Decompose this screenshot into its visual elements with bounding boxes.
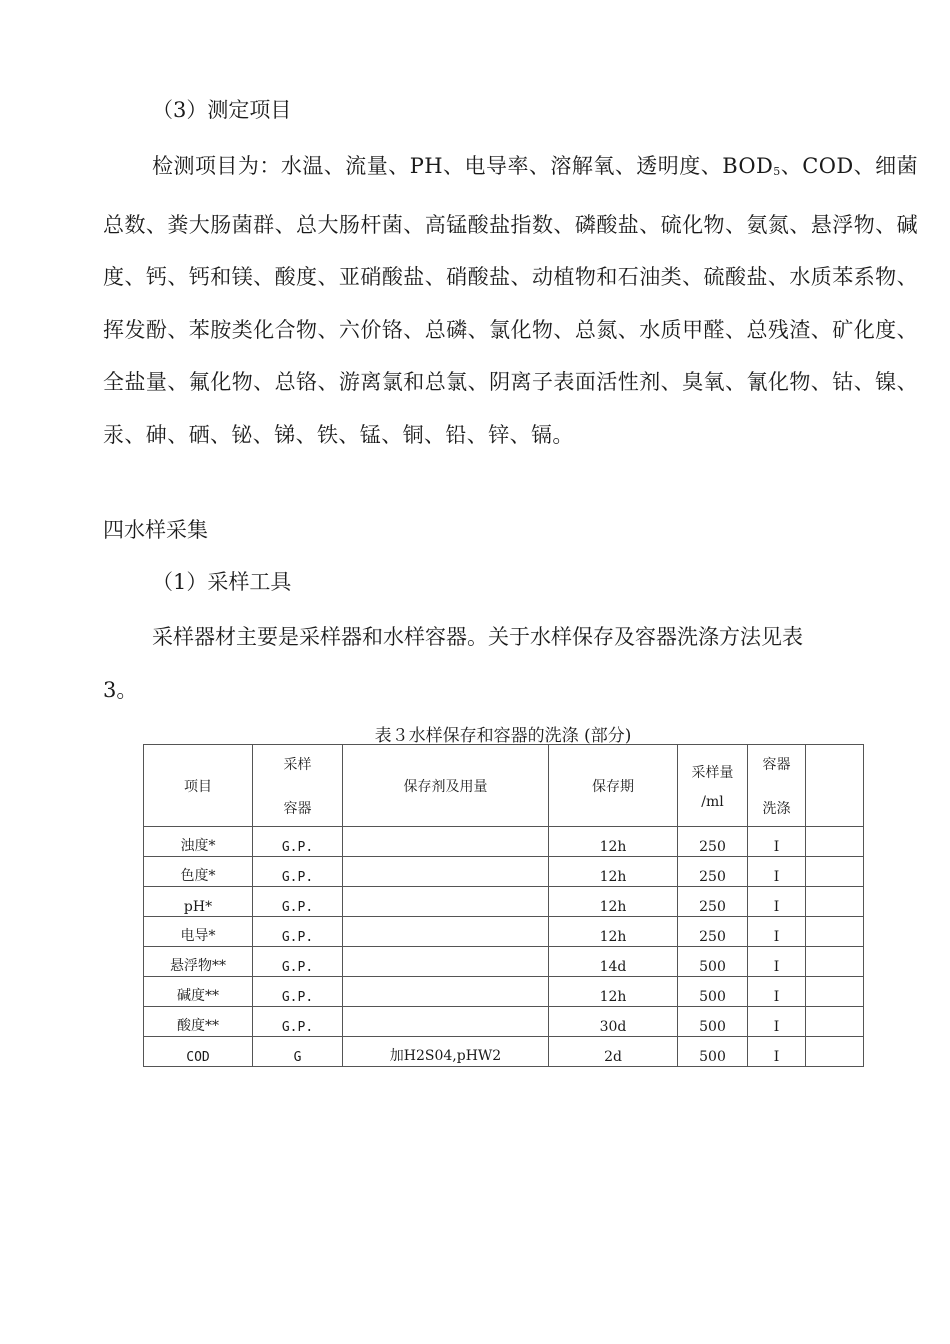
table-row — [144, 827, 864, 857]
cell-item: 悬浮物** — [144, 947, 253, 977]
section-4-heading: 四水样采集 — [103, 518, 208, 542]
header-container-bottom: 容器 — [283, 800, 312, 817]
sampling-paragraph-line2: 3。 — [103, 678, 138, 702]
cell-container: G — [253, 1037, 343, 1067]
cell-wash: I — [748, 1007, 806, 1037]
cell-wash: I — [748, 947, 806, 977]
header-container-top: 采样 — [283, 756, 312, 773]
cell-extra — [806, 917, 864, 947]
cell-preservative: 加H2S04,pHW2 — [343, 1037, 549, 1067]
cell-wash: I — [748, 857, 806, 887]
cell-period: 12h — [549, 857, 678, 887]
header-wash — [748, 745, 806, 827]
cell-preservative — [343, 827, 549, 857]
cell-period: 2d — [549, 1037, 678, 1067]
test-items-intro: 检测项目为：水温、流量、PH、电导率、溶解氧、透明度、BOD — [152, 154, 774, 178]
cell-wash: I — [748, 917, 806, 947]
cell-volume: 250 — [678, 827, 748, 857]
cell-period: 14d — [549, 947, 678, 977]
bod-subscript: 5 — [773, 165, 781, 178]
cell-period: 12h — [549, 977, 678, 1007]
cell-volume: 250 — [678, 887, 748, 917]
cell-container: G.P. — [253, 917, 343, 947]
cell-container: G.P. — [253, 887, 343, 917]
header-volume-top: 采样量 — [691, 764, 734, 781]
cell-extra — [806, 947, 864, 977]
cell-item: pH* — [144, 887, 253, 917]
cell-item: COD — [144, 1037, 253, 1067]
header-extra — [806, 745, 864, 827]
cell-extra — [806, 857, 864, 887]
table-row — [144, 947, 864, 977]
header-item: 项目 — [144, 745, 253, 827]
cell-wash: I — [748, 977, 806, 1007]
table-row — [144, 1007, 864, 1037]
section-3-heading: （3）测定项目 — [152, 98, 292, 122]
cell-item: 碱度** — [144, 977, 253, 1007]
cell-item: 浊度* — [144, 827, 253, 857]
cell-item: 色度* — [144, 857, 253, 887]
cell-preservative — [343, 887, 549, 917]
cell-volume: 250 — [678, 917, 748, 947]
cell-volume: 500 — [678, 1037, 748, 1067]
cell-extra — [806, 827, 864, 857]
table-row — [144, 977, 864, 1007]
cell-container: G.P. — [253, 977, 343, 1007]
header-wash-bottom: 洗涤 — [762, 800, 791, 817]
cell-wash: I — [748, 827, 806, 857]
table-caption: 表３水样保存和容器的洗涤 (部分) — [374, 726, 632, 746]
cell-item: 电导* — [144, 917, 253, 947]
table-row — [144, 857, 864, 887]
cell-wash: I — [748, 887, 806, 917]
cell-period: 12h — [549, 917, 678, 947]
header-period: 保存期 — [549, 745, 678, 827]
table-header-row — [144, 745, 864, 827]
cell-item: 酸度** — [144, 1007, 253, 1037]
header-volume — [678, 745, 748, 827]
test-items-rest: 、COD、细菌总数、粪大肠菌群、总大肠杆菌、高锰酸盐指数、磷酸盐、硫化物、氨氮、悬浮物、碱度、钙、钙和镁、酸度、亚硝酸盐、硝酸盐、动植物和石油类、硫酸盐、水质苯系物、挥发酚、苯胺类化合物、六价铬、总磷、氯化物、总氮、水质甲醛、总残渣、矿化度、全盐量、氟化物、总铬、游离氯和总氯、阴离子表面活性剂、臭氧、氰化物、钴、镍、汞、砷、硒、铋、锑、铁、锰、铜、铅、锌、镉。 — [103, 154, 918, 447]
header-preservative: 保存剂及用量 — [343, 745, 549, 827]
sampling-tools-heading: （1）采样工具 — [152, 570, 292, 594]
cell-wash: I — [748, 1037, 806, 1067]
cell-preservative — [343, 857, 549, 887]
header-volume-bottom: /ml — [701, 793, 724, 810]
cell-preservative — [343, 917, 549, 947]
header-container — [253, 745, 343, 827]
cell-volume: 500 — [678, 947, 748, 977]
cell-container: G.P. — [253, 947, 343, 977]
cell-preservative — [343, 977, 549, 1007]
cell-extra — [806, 977, 864, 1007]
header-wash-top: 容器 — [762, 756, 791, 773]
cell-container: G.P. — [253, 857, 343, 887]
cell-period: 30d — [549, 1007, 678, 1037]
table-row — [144, 1037, 864, 1067]
cell-preservative — [343, 947, 549, 977]
cell-volume: 250 — [678, 857, 748, 887]
cell-extra — [806, 1037, 864, 1067]
table-row — [144, 917, 864, 947]
cell-volume: 500 — [678, 1007, 748, 1037]
cell-extra — [806, 887, 864, 917]
cell-volume: 500 — [678, 977, 748, 1007]
cell-period: 12h — [549, 827, 678, 857]
table-row — [144, 887, 864, 917]
cell-extra — [806, 1007, 864, 1037]
cell-container: G.P. — [253, 827, 343, 857]
test-items-paragraph — [103, 140, 918, 461]
preservation-table — [143, 744, 864, 1067]
cell-preservative — [343, 1007, 549, 1037]
cell-period: 12h — [549, 887, 678, 917]
sampling-paragraph-line1: 采样器材主要是采样器和水样容器。关于水样保存及容器洗涤方法见表 — [152, 625, 803, 649]
cell-container: G.P. — [253, 1007, 343, 1037]
